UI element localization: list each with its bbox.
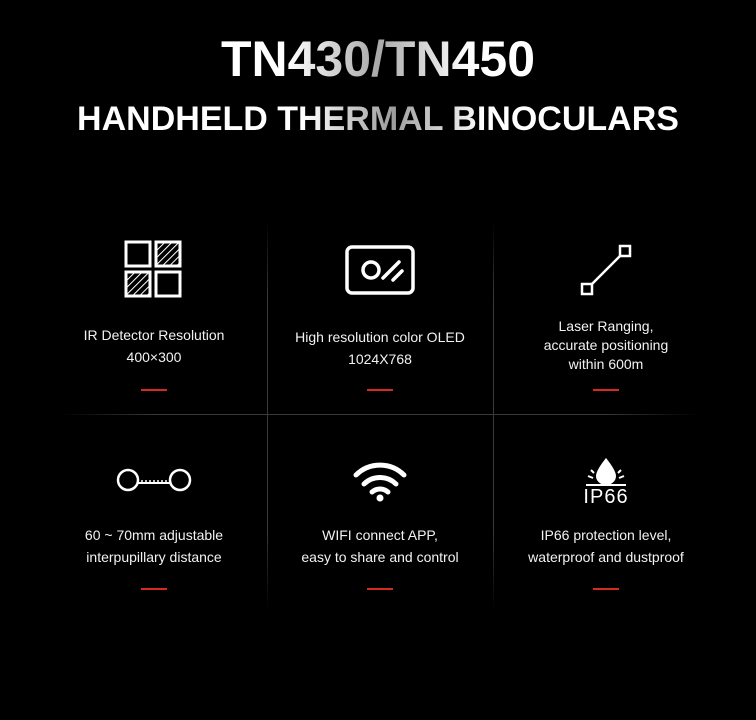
page-title: TN430/TN450 (0, 30, 756, 88)
ip66-label: IP66 (583, 486, 629, 508)
feature-line: interpupillary distance (86, 549, 222, 565)
horizontal-divider (60, 414, 700, 415)
accent-bar (367, 389, 393, 391)
grid-detector-icon (41, 235, 267, 305)
page-subtitle: HANDHELD THERMAL BINOCULARS (0, 100, 756, 139)
feature-line: High resolution color OLED (295, 329, 465, 345)
laser-ranging-icon (493, 235, 719, 305)
feature-line: IP66 protection level, (540, 527, 672, 543)
feature-line: WIFI connect APP, (322, 527, 438, 543)
feature-line: accurate positioning (543, 337, 669, 353)
feature-line: 60 ~ 70mm adjustable (84, 527, 224, 543)
feature-line: 1024X768 (348, 351, 412, 367)
accent-bar (593, 588, 619, 590)
feature-line: IR Detector Resolution (83, 327, 225, 343)
oled-display-icon (267, 235, 493, 305)
accent-bar (141, 588, 167, 590)
feature-line: easy to share and control (301, 549, 459, 565)
wifi-icon (267, 445, 493, 515)
accent-bar (593, 389, 619, 391)
accent-bar (141, 389, 167, 391)
accent-bar (367, 588, 393, 590)
interpupillary-icon (41, 445, 267, 515)
feature-line: 400×300 (126, 349, 182, 365)
ip66-icon (493, 447, 719, 517)
feature-line: Laser Ranging, (558, 318, 654, 334)
feature-line: waterproof and dustproof (528, 549, 684, 565)
feature-line: within 600m (568, 356, 644, 372)
